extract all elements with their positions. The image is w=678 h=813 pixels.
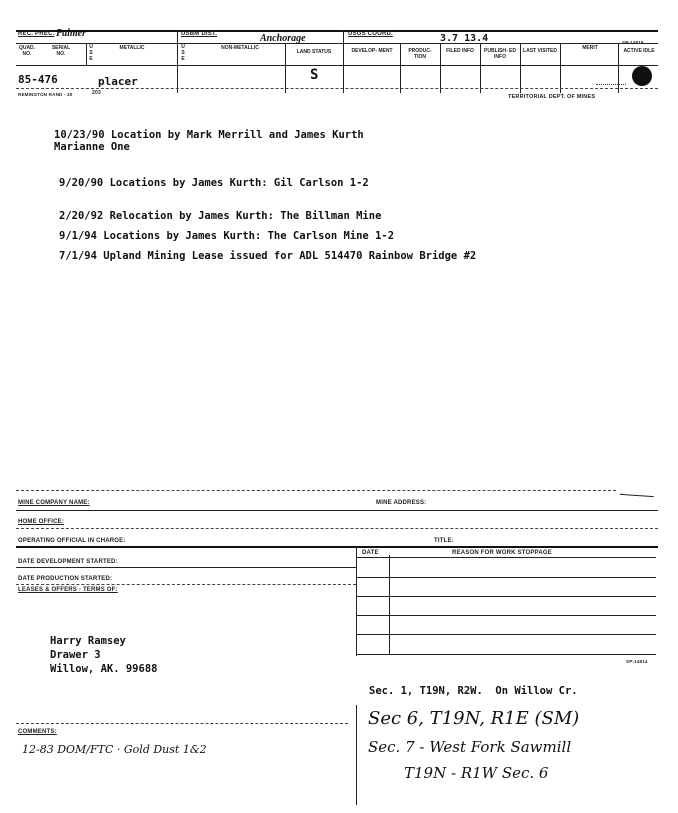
entry-line: Marianne One xyxy=(54,141,130,153)
header-divider xyxy=(560,43,561,93)
lower-rule xyxy=(16,528,658,529)
hand-note-line-2: Sec. 7 - West Fork Sawmill xyxy=(368,738,572,756)
header-top-rule xyxy=(16,30,658,32)
header-divider xyxy=(343,30,344,93)
comments-rule xyxy=(16,723,348,724)
entry-line: 7/1/94 Upland Mining Lease issued for ADL 514470 Rainbow Bridge #2 xyxy=(59,250,477,262)
header-divider xyxy=(400,43,401,93)
header-bottom-rule xyxy=(16,88,658,89)
col-last-visited: LAST VISITED xyxy=(523,48,557,54)
stoppage-row-rule xyxy=(356,654,656,655)
rec-prec-value: Palmer xyxy=(56,28,86,39)
header-divider xyxy=(480,43,481,93)
usgs-coord-value: 3.7 13.4 xyxy=(440,33,489,44)
header-divider xyxy=(285,43,286,93)
printer-code: 203 xyxy=(92,90,101,96)
col-metallic: METALLIC xyxy=(119,45,145,51)
col-active-idle: ACTIVE IDLE xyxy=(623,48,655,54)
entry-line: 10/23/90 Location by Mark Merrill and James Kurth xyxy=(54,129,364,141)
mine-company-name-label: MINE COMPANY NAME: xyxy=(18,500,90,506)
scribble-mark xyxy=(596,74,626,85)
lower-rule xyxy=(16,510,658,511)
col-use-codes: U S E xyxy=(89,44,93,62)
col-quad-no: QUAD. NO. xyxy=(18,45,36,57)
col-development: DEVELOP- MENT xyxy=(351,48,393,54)
comments-label: COMMENTS: xyxy=(18,729,57,735)
col-non-metallic: NON-METALLIC xyxy=(221,45,259,51)
entry-line: 9/20/90 Locations by James Kurth: Gil Carlson 1-2 xyxy=(59,177,369,189)
reason-col-label: REASON FOR WORK STOPPAGE xyxy=(452,550,552,556)
col-merit: MERIT xyxy=(582,45,598,51)
comments-divider xyxy=(356,705,357,805)
stoppage-row-rule xyxy=(356,634,656,635)
owner-address-1: Drawer 3 xyxy=(50,649,101,661)
stoppage-row-rule xyxy=(356,615,656,616)
location-typed: Sec. 1, T19N, R2W. On Willow Cr. xyxy=(369,685,578,697)
lower-top-rule xyxy=(16,490,616,491)
metallic-value: placer xyxy=(98,75,138,88)
col-published-info: PUBLISH- ED INFO xyxy=(484,48,516,60)
stoppage-table-border xyxy=(389,555,390,655)
mine-address-label: MINE ADDRESS: xyxy=(376,500,427,506)
entry-line: 2/20/92 Relocation by James Kurth: The Billman Mine xyxy=(59,210,382,222)
header-divider xyxy=(177,30,178,93)
home-office-label: HOME OFFICE: xyxy=(18,519,65,525)
stoppage-row-rule xyxy=(356,557,656,558)
col-use-codes-2: U S E xyxy=(181,44,185,62)
lower-rule xyxy=(16,546,658,548)
header-divider xyxy=(618,43,619,93)
header-row-rule xyxy=(16,43,658,44)
usgs-coord-label: USGS COORD. xyxy=(348,31,393,37)
owner-name: Harry Ramsey xyxy=(50,635,126,647)
active-dot-icon xyxy=(632,66,652,86)
col-filed-info: FILED INFO xyxy=(446,48,474,54)
comment-handwriting: 12-83 DOM/FTC · Gold Dust 1&2 xyxy=(22,743,207,756)
date-production-label: DATE PRODUCTION STARTED: xyxy=(18,576,113,582)
leases-label: LEASES & OFFERS - TERMS OF: xyxy=(18,587,118,593)
form-number-bottom: SP-14814 xyxy=(626,659,648,664)
rec-prec-label: REC. PREC. xyxy=(18,31,55,37)
header-row-rule xyxy=(16,65,658,66)
stoppage-row-rule xyxy=(356,577,656,578)
date-development-label: DATE DEVELOPMENT STARTED: xyxy=(18,559,118,565)
land-status-value: S xyxy=(310,67,319,83)
entry-line: 9/1/94 Locations by James Kurth: The Carlson Mine 1-2 xyxy=(59,230,395,242)
lower-rule xyxy=(16,567,356,568)
hand-note-line-3: T19N - R1W Sec. 6 xyxy=(404,764,549,782)
header-divider xyxy=(86,43,87,65)
printer-mark: REMINGTON RAND - 20 xyxy=(18,92,73,97)
title-label: TITLE: xyxy=(434,538,454,544)
usbm-dist-label: USBM DIST. xyxy=(181,31,218,37)
col-land-status: LAND STATUS xyxy=(296,49,332,55)
owner-address-2: Willow, AK. 99688 xyxy=(50,663,158,675)
col-serial-no: SERIAL NO. xyxy=(51,45,71,57)
stoppage-table-border xyxy=(356,546,357,656)
header-divider xyxy=(520,43,521,93)
operating-official-label: OPERATING OFFICIAL IN CHARGE: xyxy=(18,538,126,544)
quad-value: 85-476 xyxy=(18,73,58,86)
hand-note-line-1: Sec 6, T19N, R1E (SM) xyxy=(368,708,580,729)
col-production: PRODUC- TION xyxy=(408,48,432,60)
stoppage-row-rule xyxy=(356,596,656,597)
lower-rule xyxy=(16,584,356,585)
usbm-dist-value: Anchorage xyxy=(260,33,306,44)
form-number-top: SP-14818 xyxy=(622,40,644,45)
header-divider xyxy=(440,43,441,93)
date-col-label: DATE xyxy=(362,550,379,556)
pen-stroke xyxy=(620,486,655,497)
territorial-dept: TERRITORIAL DEPT. OF MINES xyxy=(508,94,596,100)
